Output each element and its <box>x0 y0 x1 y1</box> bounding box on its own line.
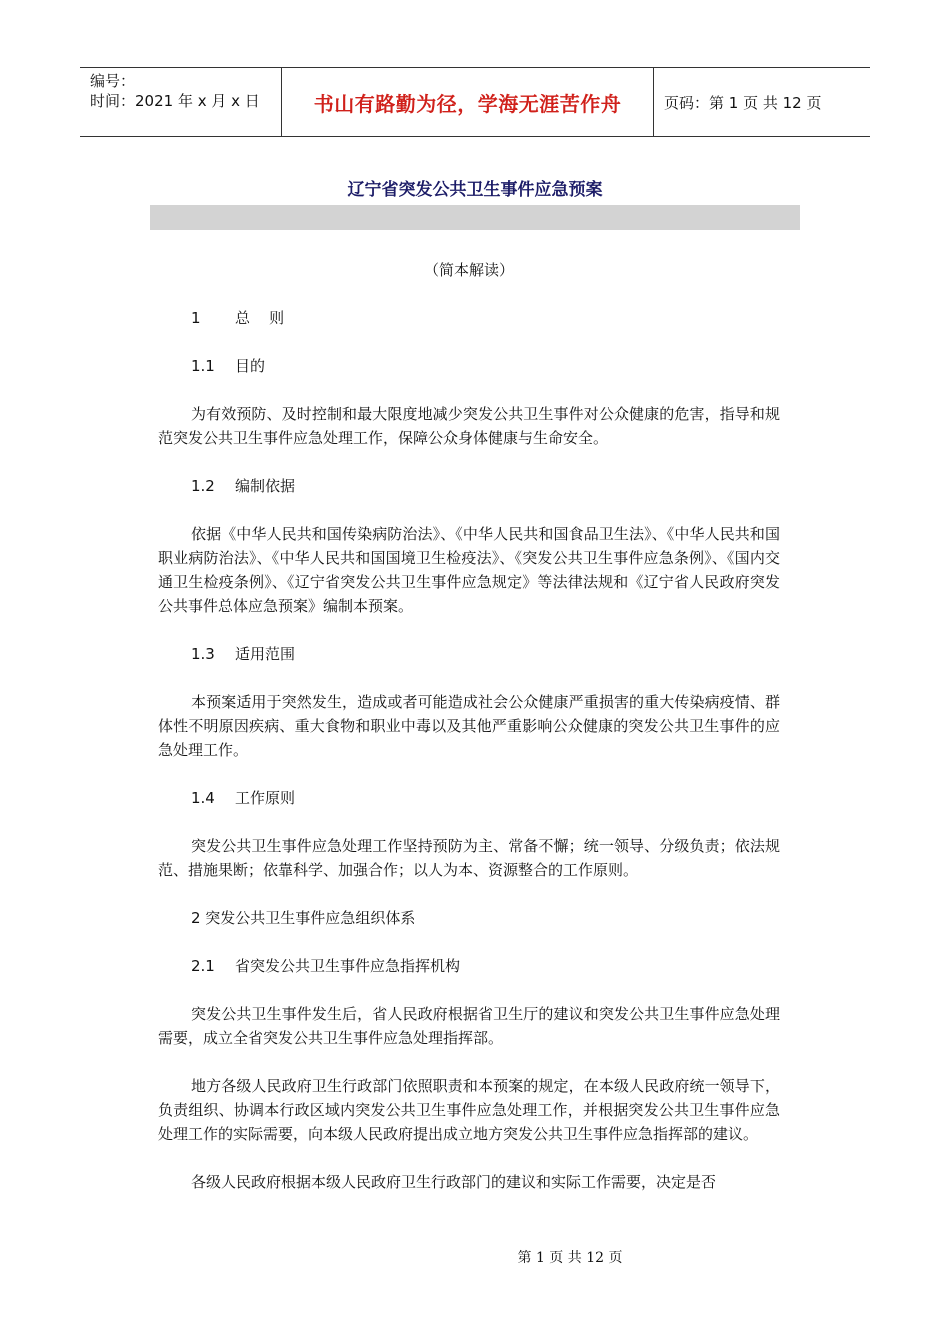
heading-text: 工作原则 <box>235 789 296 807</box>
heading-number: 1 <box>191 309 201 327</box>
heading-text: 编制依据 <box>235 477 296 495</box>
paragraph: 依据《中华人民共和国传染病防治法》、《中华人民共和国食品卫生法》、《中华人民共和国职业病防治法》、《中华人民共和国国境卫生检疫法》、《突发公共卫生事件应急条例》、《国内交通卫生检疫条例》、《辽宁省突发公共卫生事件应急规定》等法律法规和《辽宁省人民政府突发公共事件总体应急预案》编制本预案。 <box>158 525 780 615</box>
page-info: 页码：第 1 页 共 12 页 <box>664 93 822 112</box>
heading-1-1 <box>158 354 780 378</box>
heading-text: 适用范围 <box>235 645 296 663</box>
paragraph: 突发公共卫生事件应急处理工作坚持预防为主、常备不懈；统一领导、分级负责；依法规范、措施果断；依靠科学、加强合作；以人为本、资源整合的工作原则。 <box>158 837 780 879</box>
subtitle: （简本解读） <box>423 261 514 279</box>
heading-number: 1.4 <box>191 789 215 807</box>
document-title: 辽宁省突发公共卫生事件应急预案 <box>347 180 603 200</box>
page-footer: 第 1 页 共 12 页 <box>517 1250 623 1266</box>
heading-1-4 <box>158 786 780 810</box>
header-table <box>80 67 870 137</box>
paragraph: 各级人民政府根据本级人民政府卫生行政部门的建议和实际工作需要，决定是否 <box>191 1173 717 1191</box>
heading-2-1 <box>158 954 780 978</box>
paragraph: 为有效预防、及时控制和最大限度地减少突发公共卫生事件对公众健康的危害，指导和规范突发公共卫生事件应急处理工作，保障公众身体健康与生命安全。 <box>158 405 780 447</box>
time-label: 时间：2021 年 x 月 x 日 <box>90 92 260 110</box>
motto: 书山有路勤为径，学海无涯苦作舟 <box>282 68 654 136</box>
heading-1-3 <box>158 642 780 666</box>
heading-text: 目的 <box>235 357 266 375</box>
heading-1 <box>158 306 780 330</box>
document-body <box>158 258 780 1194</box>
number-label: 编号： <box>90 72 136 90</box>
paragraph: 突发公共卫生事件发生后，省人民政府根据省卫生厅的建议和突发公共卫生事件应急处理需要，成立全省突发公共卫生事件应急处理指挥部。 <box>158 1005 780 1047</box>
title-divider-bar <box>150 205 800 230</box>
header-left-cell <box>80 68 282 136</box>
heading-number: 1.1 <box>191 357 215 375</box>
paragraph: 地方各级人民政府卫生行政部门依照职责和本预案的规定，在本级人民政府统一领导下，负责组织、协调本行政区域内突发公共卫生事件应急处理工作，并根据突发公共卫生事件应急处理工作的实际需要，向本级人民政府提出成立地方突发公共卫生事件应急指挥部的建议。 <box>158 1077 780 1143</box>
heading-number: 1.3 <box>191 645 215 663</box>
heading-number: 2.1 <box>191 957 215 975</box>
heading-2: 2 突发公共卫生事件应急组织体系 <box>191 909 416 927</box>
heading-1-2 <box>158 474 780 498</box>
paragraph: 本预案适用于突然发生，造成或者可能造成社会公众健康严重损害的重大传染病疫情、群体性不明原因疾病、重大食物和职业中毒以及其他严重影响公众健康的突发公共卫生事件的应急处理工作。 <box>158 693 780 759</box>
heading-text: 总 则 <box>235 309 285 327</box>
heading-text: 省突发公共卫生事件应急指挥机构 <box>235 957 461 975</box>
heading-number: 1.2 <box>191 477 215 495</box>
